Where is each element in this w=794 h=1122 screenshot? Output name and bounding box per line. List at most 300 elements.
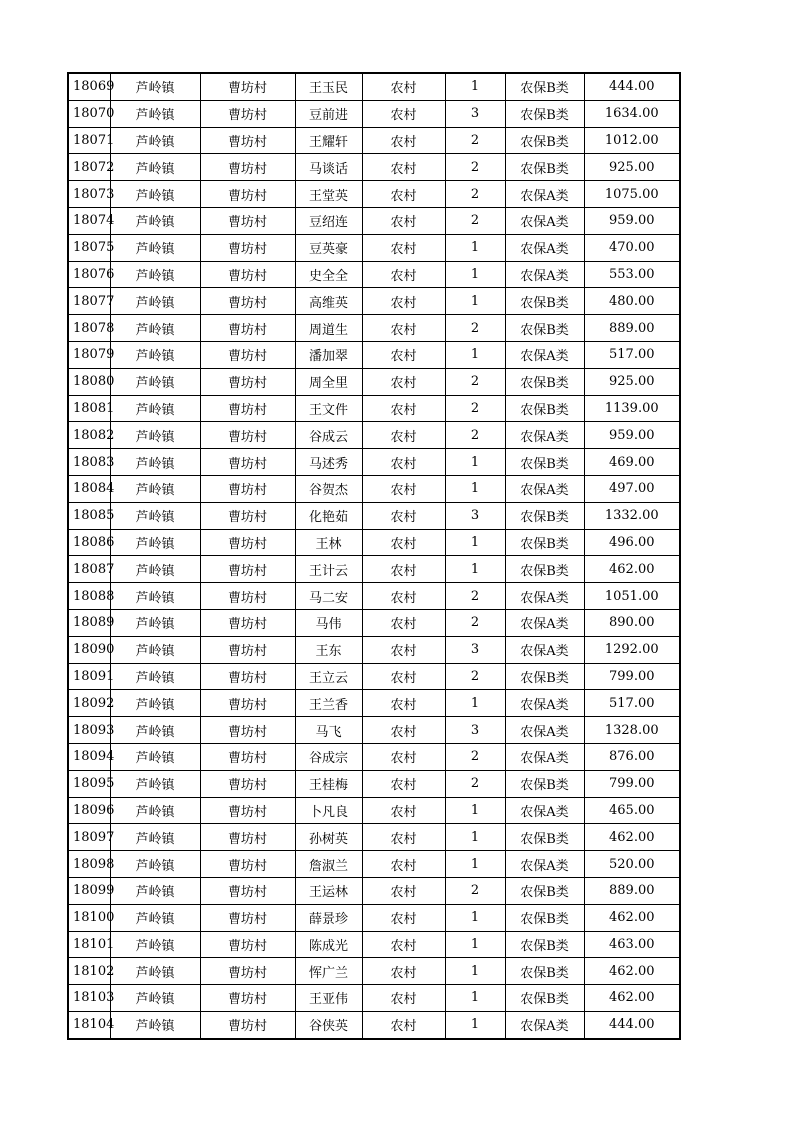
cell-town: 芦岭镇 <box>110 73 200 100</box>
cell-people-count: 3 <box>445 636 505 663</box>
cell-household-type: 农村 <box>362 636 445 663</box>
cell-amount: 889.00 <box>584 315 680 342</box>
cell-town: 芦岭镇 <box>110 824 200 851</box>
cell-amount: 925.00 <box>584 368 680 395</box>
cell-household-type: 农村 <box>362 743 445 770</box>
cell-name: 王文件 <box>295 395 362 422</box>
cell-amount: 444.00 <box>584 73 680 100</box>
table-row <box>68 127 680 154</box>
cell-record-id: 18073 <box>68 181 110 208</box>
cell-village: 曹坊村 <box>200 851 295 878</box>
cell-name: 王兰香 <box>295 690 362 717</box>
table-row <box>68 797 680 824</box>
cell-name: 马二安 <box>295 583 362 610</box>
table-row <box>68 288 680 315</box>
cell-village: 曹坊村 <box>200 234 295 261</box>
cell-insurance-type: 农保B类 <box>505 904 584 931</box>
cell-name: 恽广兰 <box>295 958 362 985</box>
cell-insurance-type: 农保B类 <box>505 127 584 154</box>
cell-household-type: 农村 <box>362 877 445 904</box>
cell-record-id: 18104 <box>68 1011 110 1038</box>
cell-insurance-type: 农保B类 <box>505 556 584 583</box>
cell-amount: 799.00 <box>584 663 680 690</box>
cell-household-type: 农村 <box>362 395 445 422</box>
cell-people-count: 1 <box>445 449 505 476</box>
cell-town: 芦岭镇 <box>110 395 200 422</box>
cell-insurance-type: 农保B类 <box>505 985 584 1012</box>
cell-household-type: 农村 <box>362 958 445 985</box>
cell-name: 潘加翠 <box>295 341 362 368</box>
cell-amount: 470.00 <box>584 234 680 261</box>
cell-name: 豆前进 <box>295 100 362 127</box>
cell-town: 芦岭镇 <box>110 690 200 717</box>
cell-amount: 462.00 <box>584 904 680 931</box>
table-row <box>68 502 680 529</box>
cell-record-id: 18071 <box>68 127 110 154</box>
cell-household-type: 农村 <box>362 556 445 583</box>
cell-record-id: 18081 <box>68 395 110 422</box>
cell-amount: 553.00 <box>584 261 680 288</box>
cell-town: 芦岭镇 <box>110 851 200 878</box>
table-row <box>68 207 680 234</box>
cell-household-type: 农村 <box>362 851 445 878</box>
cell-household-type: 农村 <box>362 234 445 261</box>
cell-people-count: 1 <box>445 690 505 717</box>
cell-record-id: 18086 <box>68 529 110 556</box>
cell-people-count: 2 <box>445 154 505 181</box>
cell-insurance-type: 农保A类 <box>505 851 584 878</box>
cell-people-count: 1 <box>445 261 505 288</box>
table-row <box>68 73 680 100</box>
cell-village: 曹坊村 <box>200 743 295 770</box>
cell-record-id: 18078 <box>68 315 110 342</box>
cell-people-count: 1 <box>445 556 505 583</box>
cell-town: 芦岭镇 <box>110 770 200 797</box>
cell-people-count: 3 <box>445 717 505 744</box>
table-row <box>68 449 680 476</box>
cell-people-count: 1 <box>445 288 505 315</box>
cell-household-type: 农村 <box>362 181 445 208</box>
cell-village: 曹坊村 <box>200 1011 295 1038</box>
cell-village: 曹坊村 <box>200 824 295 851</box>
cell-record-id: 18069 <box>68 73 110 100</box>
cell-amount: 463.00 <box>584 931 680 958</box>
cell-record-id: 18080 <box>68 368 110 395</box>
cell-amount: 876.00 <box>584 743 680 770</box>
cell-village: 曹坊村 <box>200 181 295 208</box>
cell-people-count: 2 <box>445 770 505 797</box>
table-row <box>68 154 680 181</box>
cell-name: 马述秀 <box>295 449 362 476</box>
cell-amount: 497.00 <box>584 475 680 502</box>
table-row <box>68 904 680 931</box>
cell-people-count: 3 <box>445 100 505 127</box>
cell-amount: 462.00 <box>584 958 680 985</box>
cell-record-id: 18090 <box>68 636 110 663</box>
cell-household-type: 农村 <box>362 154 445 181</box>
cell-village: 曹坊村 <box>200 288 295 315</box>
cell-town: 芦岭镇 <box>110 556 200 583</box>
cell-name: 豆绍连 <box>295 207 362 234</box>
cell-record-id: 18103 <box>68 985 110 1012</box>
table-row <box>68 261 680 288</box>
cell-people-count: 1 <box>445 234 505 261</box>
cell-amount: 480.00 <box>584 288 680 315</box>
cell-insurance-type: 农保B类 <box>505 315 584 342</box>
cell-name: 马谈话 <box>295 154 362 181</box>
cell-amount: 1051.00 <box>584 583 680 610</box>
cell-town: 芦岭镇 <box>110 100 200 127</box>
cell-name: 王堂英 <box>295 181 362 208</box>
cell-village: 曹坊村 <box>200 690 295 717</box>
cell-record-id: 18089 <box>68 609 110 636</box>
cell-amount: 1139.00 <box>584 395 680 422</box>
cell-household-type: 农村 <box>362 288 445 315</box>
table-row <box>68 1011 680 1038</box>
cell-record-id: 18087 <box>68 556 110 583</box>
cell-name: 马飞 <box>295 717 362 744</box>
cell-record-id: 18075 <box>68 234 110 261</box>
cell-village: 曹坊村 <box>200 583 295 610</box>
cell-people-count: 1 <box>445 931 505 958</box>
cell-insurance-type: 农保B类 <box>505 502 584 529</box>
cell-town: 芦岭镇 <box>110 315 200 342</box>
cell-amount: 1328.00 <box>584 717 680 744</box>
cell-people-count: 1 <box>445 985 505 1012</box>
cell-insurance-type: 农保A类 <box>505 583 584 610</box>
cell-amount: 462.00 <box>584 824 680 851</box>
cell-people-count: 1 <box>445 529 505 556</box>
cell-village: 曹坊村 <box>200 985 295 1012</box>
table-row <box>68 395 680 422</box>
table-row <box>68 824 680 851</box>
cell-amount: 462.00 <box>584 985 680 1012</box>
cell-amount: 520.00 <box>584 851 680 878</box>
cell-insurance-type: 农保A类 <box>505 207 584 234</box>
cell-name: 王林 <box>295 529 362 556</box>
cell-insurance-type: 农保B类 <box>505 958 584 985</box>
cell-record-id: 18070 <box>68 100 110 127</box>
cell-people-count: 1 <box>445 851 505 878</box>
cell-name: 王亚伟 <box>295 985 362 1012</box>
cell-town: 芦岭镇 <box>110 368 200 395</box>
cell-town: 芦岭镇 <box>110 609 200 636</box>
cell-town: 芦岭镇 <box>110 717 200 744</box>
cell-household-type: 农村 <box>362 690 445 717</box>
cell-name: 谷贺杰 <box>295 475 362 502</box>
cell-insurance-type: 农保B类 <box>505 288 584 315</box>
table-row <box>68 717 680 744</box>
cell-insurance-type: 农保A类 <box>505 690 584 717</box>
cell-town: 芦岭镇 <box>110 207 200 234</box>
cell-insurance-type: 农保B类 <box>505 931 584 958</box>
cell-town: 芦岭镇 <box>110 502 200 529</box>
cell-amount: 1292.00 <box>584 636 680 663</box>
cell-town: 芦岭镇 <box>110 341 200 368</box>
cell-record-id: 18094 <box>68 743 110 770</box>
cell-people-count: 2 <box>445 583 505 610</box>
data-table <box>67 72 681 1040</box>
cell-household-type: 农村 <box>362 341 445 368</box>
cell-amount: 925.00 <box>584 154 680 181</box>
cell-name: 谷侠英 <box>295 1011 362 1038</box>
cell-name: 卜凡良 <box>295 797 362 824</box>
cell-village: 曹坊村 <box>200 502 295 529</box>
cell-household-type: 农村 <box>362 824 445 851</box>
cell-village: 曹坊村 <box>200 717 295 744</box>
cell-record-id: 18084 <box>68 475 110 502</box>
table-row <box>68 529 680 556</box>
cell-town: 芦岭镇 <box>110 261 200 288</box>
cell-name: 王立云 <box>295 663 362 690</box>
cell-name: 周全里 <box>295 368 362 395</box>
cell-village: 曹坊村 <box>200 609 295 636</box>
table-row <box>68 663 680 690</box>
cell-amount: 444.00 <box>584 1011 680 1038</box>
table-row <box>68 609 680 636</box>
table-row <box>68 475 680 502</box>
cell-household-type: 农村 <box>362 717 445 744</box>
cell-town: 芦岭镇 <box>110 636 200 663</box>
cell-village: 曹坊村 <box>200 154 295 181</box>
cell-town: 芦岭镇 <box>110 985 200 1012</box>
cell-town: 芦岭镇 <box>110 1011 200 1038</box>
cell-insurance-type: 农保A类 <box>505 341 584 368</box>
cell-record-id: 18095 <box>68 770 110 797</box>
table-row <box>68 690 680 717</box>
cell-record-id: 18083 <box>68 449 110 476</box>
table-row <box>68 315 680 342</box>
cell-name: 詹淑兰 <box>295 851 362 878</box>
cell-household-type: 农村 <box>362 985 445 1012</box>
table-row <box>68 368 680 395</box>
cell-amount: 959.00 <box>584 422 680 449</box>
cell-people-count: 1 <box>445 1011 505 1038</box>
cell-people-count: 2 <box>445 181 505 208</box>
cell-household-type: 农村 <box>362 73 445 100</box>
cell-household-type: 农村 <box>362 529 445 556</box>
cell-record-id: 18092 <box>68 690 110 717</box>
cell-town: 芦岭镇 <box>110 931 200 958</box>
cell-people-count: 1 <box>445 958 505 985</box>
cell-village: 曹坊村 <box>200 556 295 583</box>
cell-record-id: 18085 <box>68 502 110 529</box>
cell-household-type: 农村 <box>362 207 445 234</box>
table-row <box>68 583 680 610</box>
cell-name: 史全全 <box>295 261 362 288</box>
cell-insurance-type: 农保B类 <box>505 100 584 127</box>
cell-village: 曹坊村 <box>200 422 295 449</box>
cell-amount: 465.00 <box>584 797 680 824</box>
cell-people-count: 2 <box>445 743 505 770</box>
cell-household-type: 农村 <box>362 931 445 958</box>
cell-village: 曹坊村 <box>200 475 295 502</box>
cell-household-type: 农村 <box>362 609 445 636</box>
table-row <box>68 851 680 878</box>
cell-household-type: 农村 <box>362 100 445 127</box>
cell-town: 芦岭镇 <box>110 422 200 449</box>
cell-village: 曹坊村 <box>200 529 295 556</box>
cell-record-id: 18082 <box>68 422 110 449</box>
cell-people-count: 1 <box>445 797 505 824</box>
cell-insurance-type: 农保A类 <box>505 636 584 663</box>
cell-town: 芦岭镇 <box>110 127 200 154</box>
cell-name: 王东 <box>295 636 362 663</box>
cell-household-type: 农村 <box>362 422 445 449</box>
cell-town: 芦岭镇 <box>110 958 200 985</box>
table-row <box>68 931 680 958</box>
cell-record-id: 18091 <box>68 663 110 690</box>
cell-household-type: 农村 <box>362 502 445 529</box>
cell-people-count: 1 <box>445 73 505 100</box>
cell-town: 芦岭镇 <box>110 583 200 610</box>
cell-village: 曹坊村 <box>200 127 295 154</box>
cell-name: 谷成宗 <box>295 743 362 770</box>
cell-village: 曹坊村 <box>200 315 295 342</box>
cell-people-count: 2 <box>445 663 505 690</box>
table-row <box>68 743 680 770</box>
cell-amount: 462.00 <box>584 556 680 583</box>
cell-household-type: 农村 <box>362 368 445 395</box>
cell-amount: 1075.00 <box>584 181 680 208</box>
cell-amount: 959.00 <box>584 207 680 234</box>
table-row <box>68 877 680 904</box>
cell-town: 芦岭镇 <box>110 743 200 770</box>
cell-name: 孙树英 <box>295 824 362 851</box>
cell-people-count: 2 <box>445 207 505 234</box>
cell-insurance-type: 农保A类 <box>505 1011 584 1038</box>
cell-town: 芦岭镇 <box>110 529 200 556</box>
cell-household-type: 农村 <box>362 261 445 288</box>
cell-insurance-type: 农保B类 <box>505 663 584 690</box>
table-row <box>68 100 680 127</box>
cell-amount: 1012.00 <box>584 127 680 154</box>
cell-village: 曹坊村 <box>200 797 295 824</box>
cell-household-type: 农村 <box>362 583 445 610</box>
cell-record-id: 18072 <box>68 154 110 181</box>
table-body <box>68 73 680 1039</box>
cell-household-type: 农村 <box>362 663 445 690</box>
cell-town: 芦岭镇 <box>110 181 200 208</box>
cell-village: 曹坊村 <box>200 931 295 958</box>
cell-name: 王运林 <box>295 877 362 904</box>
cell-household-type: 农村 <box>362 904 445 931</box>
table-row <box>68 556 680 583</box>
cell-village: 曹坊村 <box>200 368 295 395</box>
cell-village: 曹坊村 <box>200 770 295 797</box>
cell-people-count: 2 <box>445 315 505 342</box>
table-row <box>68 341 680 368</box>
cell-name: 薛景珍 <box>295 904 362 931</box>
cell-village: 曹坊村 <box>200 100 295 127</box>
cell-record-id: 18077 <box>68 288 110 315</box>
cell-insurance-type: 农保A类 <box>505 797 584 824</box>
cell-town: 芦岭镇 <box>110 449 200 476</box>
cell-village: 曹坊村 <box>200 73 295 100</box>
cell-record-id: 18079 <box>68 341 110 368</box>
cell-town: 芦岭镇 <box>110 475 200 502</box>
cell-village: 曹坊村 <box>200 636 295 663</box>
cell-household-type: 农村 <box>362 797 445 824</box>
cell-amount: 517.00 <box>584 690 680 717</box>
cell-amount: 1332.00 <box>584 502 680 529</box>
cell-name: 王桂梅 <box>295 770 362 797</box>
cell-name: 谷成云 <box>295 422 362 449</box>
cell-insurance-type: 农保B类 <box>505 770 584 797</box>
cell-insurance-type: 农保A类 <box>505 422 584 449</box>
cell-town: 芦岭镇 <box>110 904 200 931</box>
cell-people-count: 1 <box>445 475 505 502</box>
cell-household-type: 农村 <box>362 475 445 502</box>
cell-record-id: 18074 <box>68 207 110 234</box>
cell-insurance-type: 农保B类 <box>505 395 584 422</box>
cell-household-type: 农村 <box>362 1011 445 1038</box>
cell-village: 曹坊村 <box>200 958 295 985</box>
cell-village: 曹坊村 <box>200 449 295 476</box>
cell-record-id: 18100 <box>68 904 110 931</box>
cell-insurance-type: 农保A类 <box>505 743 584 770</box>
cell-insurance-type: 农保B类 <box>505 368 584 395</box>
cell-people-count: 1 <box>445 341 505 368</box>
cell-record-id: 18093 <box>68 717 110 744</box>
cell-insurance-type: 农保B类 <box>505 877 584 904</box>
cell-town: 芦岭镇 <box>110 663 200 690</box>
cell-people-count: 2 <box>445 422 505 449</box>
cell-amount: 469.00 <box>584 449 680 476</box>
cell-household-type: 农村 <box>362 315 445 342</box>
cell-name: 王计云 <box>295 556 362 583</box>
cell-name: 化艳茹 <box>295 502 362 529</box>
cell-record-id: 18076 <box>68 261 110 288</box>
cell-insurance-type: 农保A类 <box>505 609 584 636</box>
cell-village: 曹坊村 <box>200 877 295 904</box>
table-row <box>68 422 680 449</box>
cell-record-id: 18096 <box>68 797 110 824</box>
cell-amount: 517.00 <box>584 341 680 368</box>
cell-town: 芦岭镇 <box>110 288 200 315</box>
cell-record-id: 18099 <box>68 877 110 904</box>
cell-name: 周道生 <box>295 315 362 342</box>
cell-name: 王耀轩 <box>295 127 362 154</box>
cell-insurance-type: 农保A类 <box>505 234 584 261</box>
table-row <box>68 636 680 663</box>
cell-household-type: 农村 <box>362 449 445 476</box>
cell-record-id: 18088 <box>68 583 110 610</box>
cell-name: 王玉民 <box>295 73 362 100</box>
table-row <box>68 958 680 985</box>
cell-insurance-type: 农保B类 <box>505 449 584 476</box>
cell-people-count: 2 <box>445 609 505 636</box>
cell-town: 芦岭镇 <box>110 234 200 261</box>
cell-village: 曹坊村 <box>200 207 295 234</box>
cell-insurance-type: 农保A类 <box>505 717 584 744</box>
cell-record-id: 18101 <box>68 931 110 958</box>
cell-village: 曹坊村 <box>200 395 295 422</box>
cell-village: 曹坊村 <box>200 663 295 690</box>
cell-people-count: 3 <box>445 502 505 529</box>
cell-household-type: 农村 <box>362 127 445 154</box>
cell-insurance-type: 农保B类 <box>505 529 584 556</box>
cell-village: 曹坊村 <box>200 341 295 368</box>
table-row <box>68 234 680 261</box>
cell-town: 芦岭镇 <box>110 154 200 181</box>
cell-record-id: 18097 <box>68 824 110 851</box>
cell-town: 芦岭镇 <box>110 797 200 824</box>
cell-household-type: 农村 <box>362 770 445 797</box>
cell-village: 曹坊村 <box>200 904 295 931</box>
cell-amount: 1634.00 <box>584 100 680 127</box>
cell-insurance-type: 农保A类 <box>505 475 584 502</box>
